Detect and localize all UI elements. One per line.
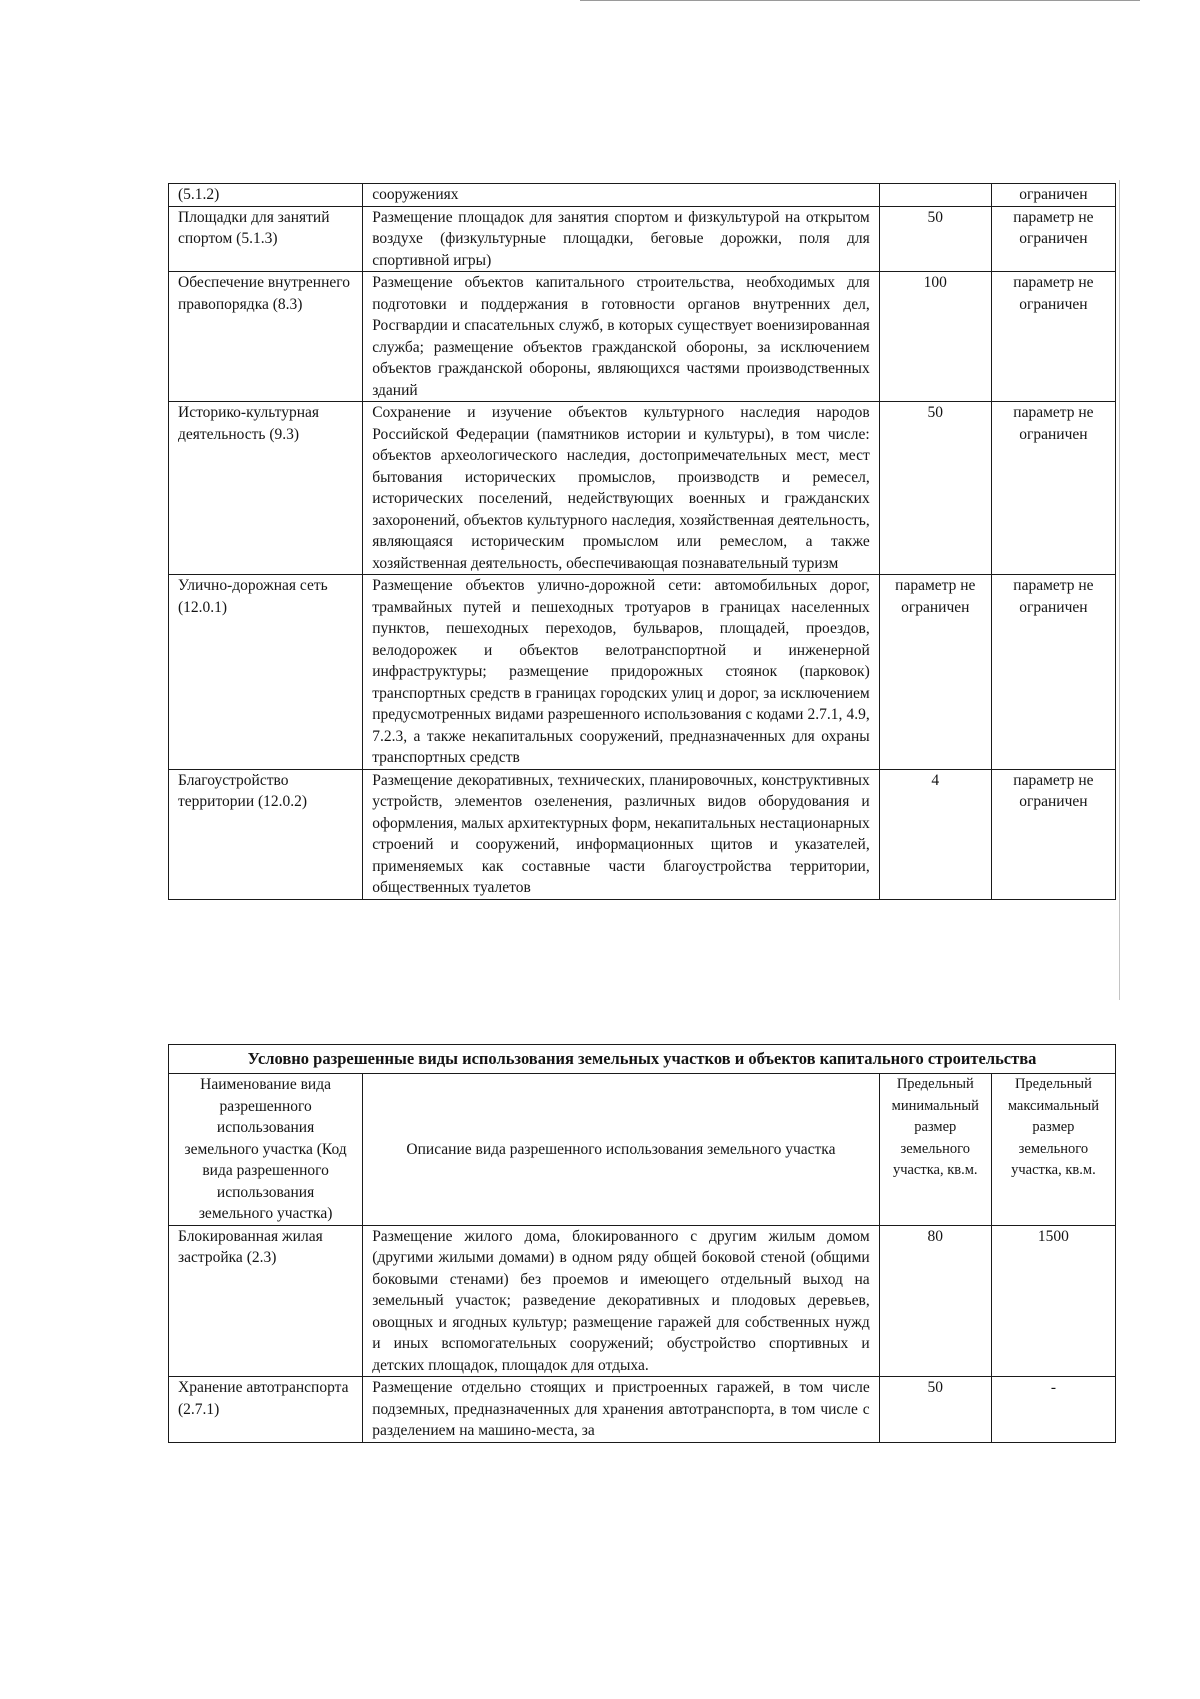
scan-artifact-right (1119, 180, 1120, 1000)
use-description-cell: Размещение объектов капитального строительства, необходимых для подготовки и поддержания в готовности органов внутренних дел, Росгвардии и спасательных служб, в которых существует военизированная служба; размещение объектов гражданской обороны, за исключением объектов гражданской обороны, являющихся частями производственных зданий (363, 272, 880, 402)
max-size-cell: параметр не ограничен (991, 206, 1115, 272)
min-size-cell: 50 (879, 1377, 991, 1443)
max-size-cell: ограничен (991, 184, 1115, 207)
use-description-cell: Размещение декоративных, технических, планировочных, конструктивных устройств, элементов озеленения, различных видов оборудования и оформления, малых архитектурных форм, некапитальных нестационарных строений и сооружений, информационных щитов и указателей, применяемых как составные части благоустройства территории, общественных туалетов (363, 769, 880, 899)
table-row (169, 769, 1116, 899)
use-name-cell: Историко-культурная деятельность (9.3) (169, 402, 363, 575)
min-size-cell (879, 184, 991, 207)
permitted-uses-table-continued (168, 183, 1116, 900)
use-description-cell: Размещение площадок для занятия спортом и физкультурой на открытом воздухе (физкультурные площадки, беговые дорожки, поля для спортивной игры) (363, 206, 880, 272)
use-name-cell: Благоустройство территории (12.0.2) (169, 769, 363, 899)
table-row (169, 575, 1116, 770)
min-size-cell: параметр не ограничен (879, 575, 991, 770)
min-size-cell: 100 (879, 272, 991, 402)
use-name-cell: (5.1.2) (169, 184, 363, 207)
max-size-cell: параметр не ограничен (991, 769, 1115, 899)
use-name-cell: Площадки для занятий спортом (5.1.3) (169, 206, 363, 272)
min-size-cell: 4 (879, 769, 991, 899)
max-size-cell: параметр не ограничен (991, 575, 1115, 770)
table-header-row (169, 1074, 1116, 1226)
min-size-cell: 50 (879, 402, 991, 575)
table-row (169, 184, 1116, 207)
max-size-cell: параметр не ограничен (991, 272, 1115, 402)
table-row (169, 206, 1116, 272)
use-description-cell: Размещение объектов улично-дорожной сети: автомобильных дорог, трамвайных путей и пешеходных тротуаров в границах населенных пунктов, пешеходных переходов, бульваров, площадей, проездов, велодорожек и объектов велотранспортной и инженерной инфраструктуры; размещение придорожных стоянок (парковок) транспортных средств в границах городских улиц и дорог, за исключением предусмотренных видами разрешенного использования с кодами 2.7.1, 4.9, 7.2.3, а также некапитальных сооружений, предназначенных для охраны транспортных средств (363, 575, 880, 770)
max-size-cell: параметр не ограничен (991, 402, 1115, 575)
use-name-cell: Обеспечение внутреннего правопорядка (8.3) (169, 272, 363, 402)
use-name-cell: Блокированная жилая застройка (2.3) (169, 1225, 363, 1377)
table-row (169, 1377, 1116, 1443)
header-use-description: Описание вида разрешенного использования земельного участка (363, 1074, 880, 1226)
min-size-cell: 50 (879, 206, 991, 272)
header-max-size: Предельный максимальный размер земельного участка, кв.м. (991, 1074, 1115, 1226)
max-size-cell: 1500 (991, 1225, 1115, 1377)
max-size-cell: - (991, 1377, 1115, 1443)
header-use-name: Наименование вида разрешенного использования земельного участка (Код вида разрешенного использования земельного участка) (169, 1074, 363, 1226)
use-description-cell: сооружениях (363, 184, 880, 207)
table-title: Условно разрешенные виды использования земельных участков и объектов капитального строительства (169, 1045, 1116, 1074)
scan-artifact-top (580, 0, 1140, 1)
min-size-cell: 80 (879, 1225, 991, 1377)
use-name-cell: Улично-дорожная сеть (12.0.1) (169, 575, 363, 770)
use-description-cell: Размещение отдельно стоящих и пристроенных гаражей, в том числе подземных, предназначенных для хранения автотранспорта, в том числе с разделением на машино-места, за (363, 1377, 880, 1443)
table-row (169, 402, 1116, 575)
table-title-row (169, 1045, 1116, 1074)
table-row (169, 272, 1116, 402)
header-min-size: Предельный минимальный размер земельного участка, кв.м. (879, 1074, 991, 1226)
table-row (169, 1225, 1116, 1377)
use-name-cell: Хранение автотранспорта (2.7.1) (169, 1377, 363, 1443)
use-description-cell: Размещение жилого дома, блокированного с другим жилым домом (другими жилыми домами) в одном ряду общей боковой стеной (общими боковыми стенами) без проемов и имеющего отдельный выход на земельный участок; разведение декоративных и плодовых деревьев, овощных и ягодных культур; размещение гаражей для собственных нужд и иных вспомогательных сооружений; обустройство спортивных и детских площадок, площадок для отдыха. (363, 1225, 880, 1377)
conditional-uses-table (168, 1044, 1116, 1443)
use-description-cell: Сохранение и изучение объектов культурного наследия народов Российской Федерации (памятников истории и культуры), в том числе: объектов археологического наследия, достопримечательных мест, мест бытования исторических промыслов, производств и ремесел, исторических поселений, недействующих военных и гражданских захоронений, объектов культурного наследия, хозяйственная деятельность, являющаяся историческим промыслом или ремеслом, а также хозяйственная деятельность, обеспечивающая познавательный туризм (363, 402, 880, 575)
